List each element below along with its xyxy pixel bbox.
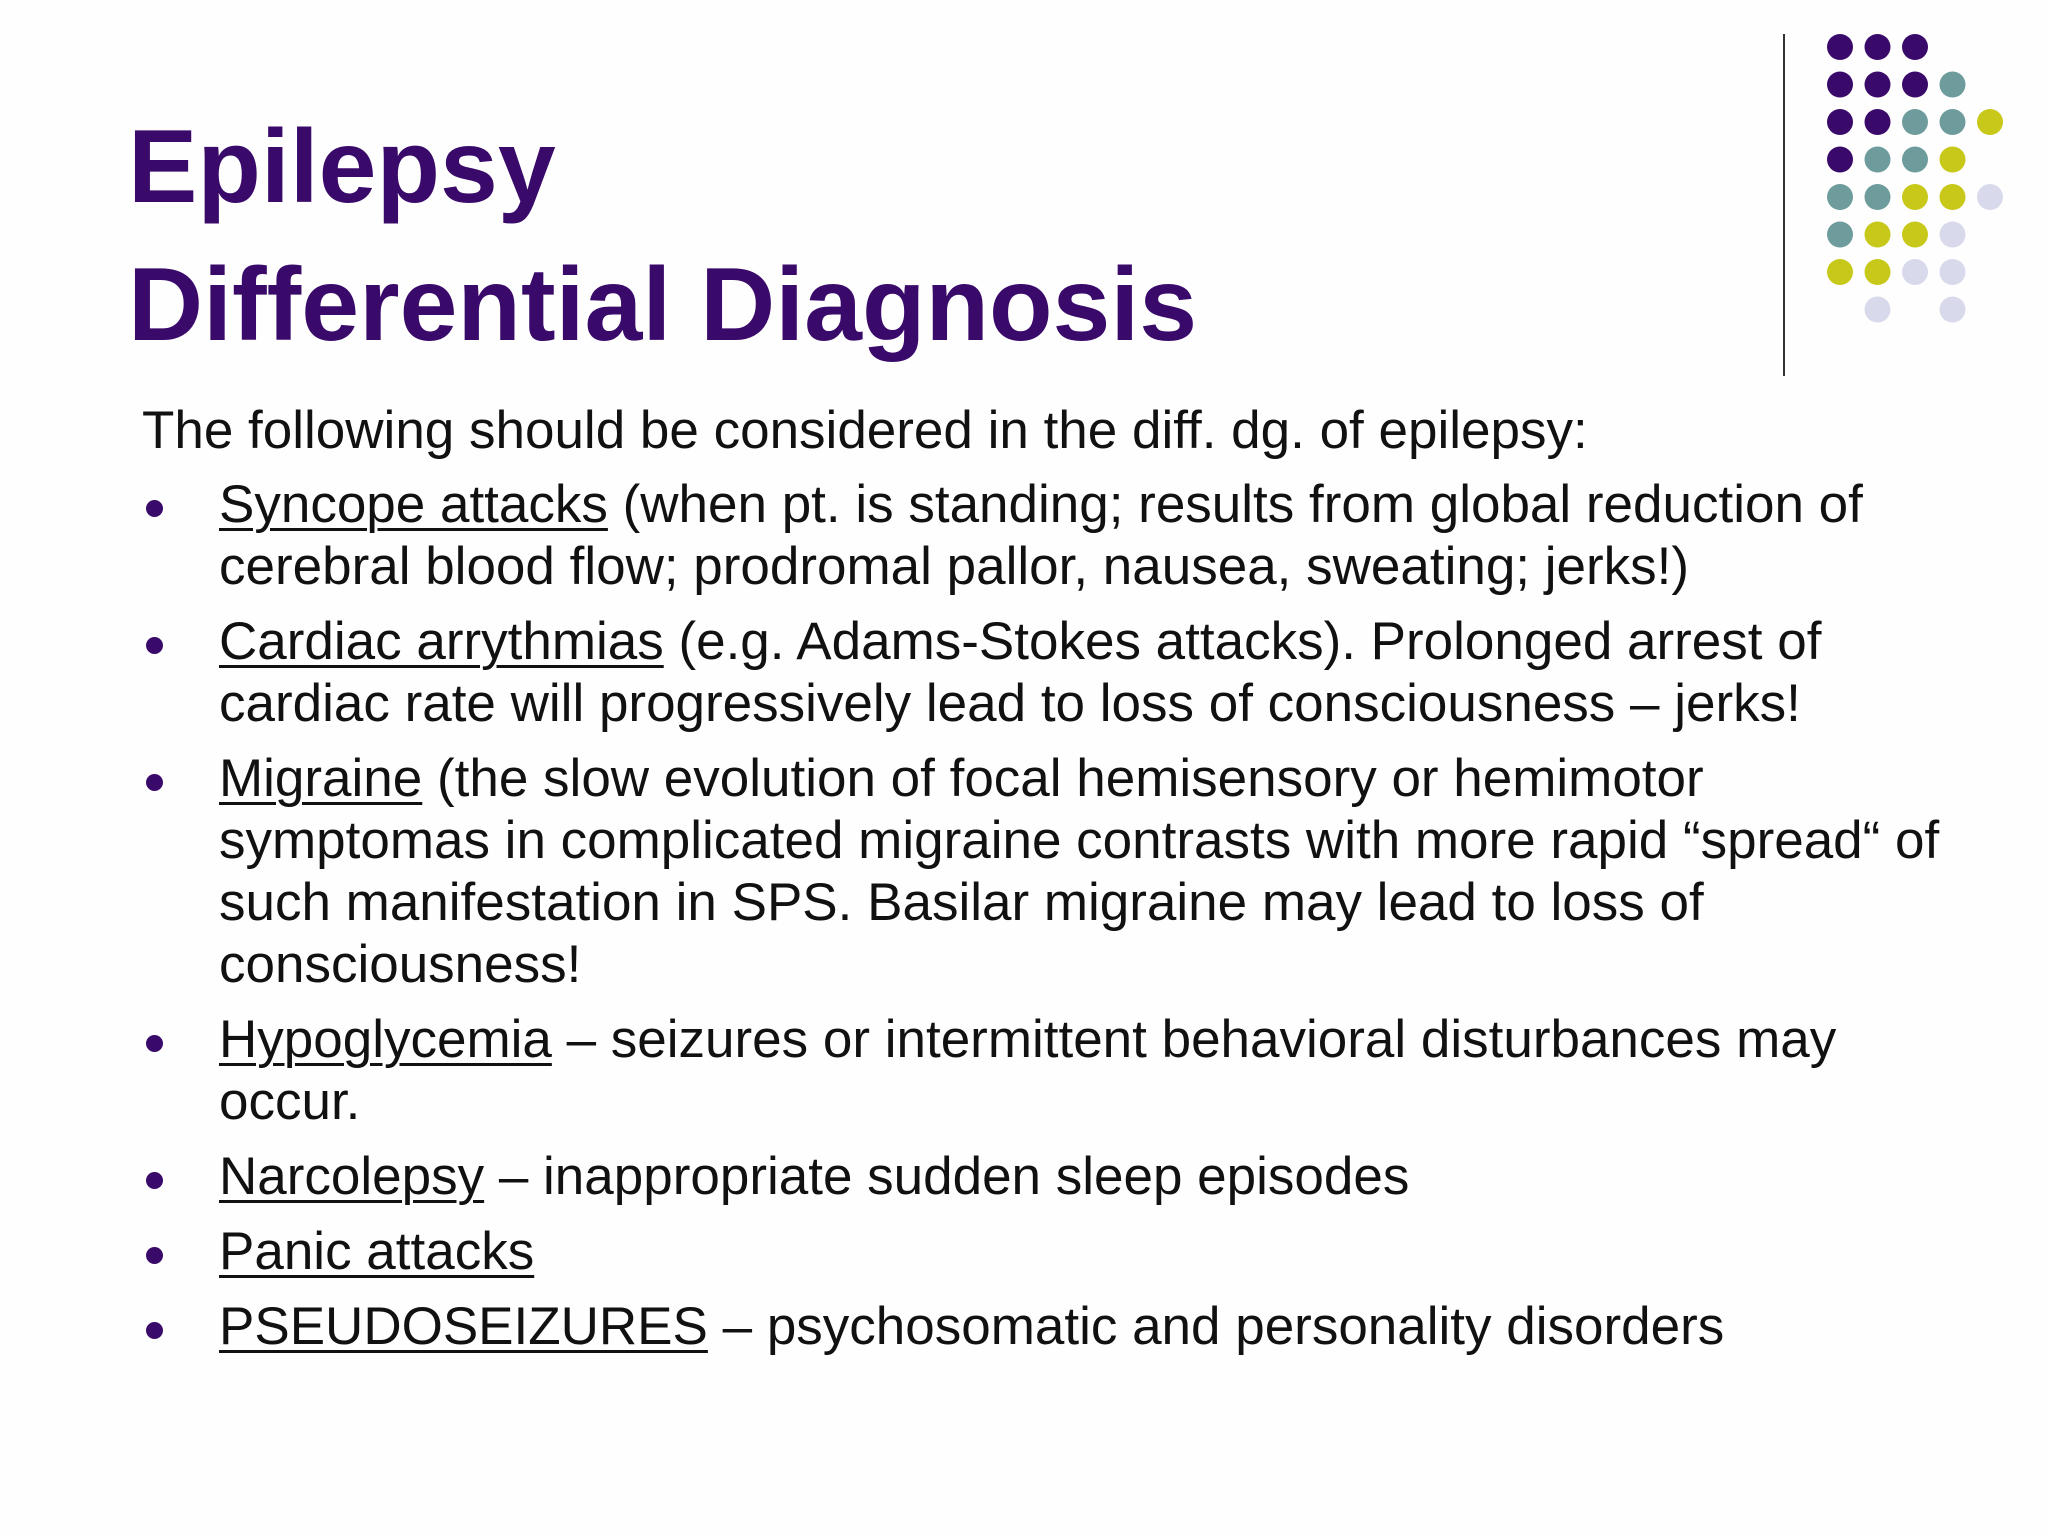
list-item-text: (when pt. is standing; results from global reduction of cerebral blood flow; prodromal pallor, nausea, sweating; jerks!)	[219, 475, 1863, 596]
decorative-dot	[1865, 184, 1891, 210]
bullet-icon	[146, 1172, 163, 1189]
list-item	[142, 1221, 1962, 1283]
bullet-icon	[146, 1035, 163, 1052]
decorative-dot	[1865, 222, 1891, 248]
list-item	[142, 1296, 1962, 1358]
decorative-dot	[1865, 147, 1891, 173]
decorative-dot	[1940, 109, 1966, 135]
slide-body	[142, 400, 1962, 1371]
decorative-dot	[1902, 72, 1928, 98]
slide-title	[128, 98, 1197, 374]
diagnosis-list	[142, 474, 1962, 1358]
bullet-icon	[146, 774, 163, 791]
bullet-icon	[146, 637, 163, 654]
list-item	[142, 1146, 1962, 1208]
list-item-term: Hypoglycemia	[219, 1010, 552, 1069]
decorative-dot	[1827, 147, 1853, 173]
decorative-dot	[1940, 297, 1966, 323]
decorative-dot	[1865, 72, 1891, 98]
decorative-dot	[1940, 222, 1966, 248]
bullet-icon	[146, 500, 163, 517]
decorative-dot	[1902, 184, 1928, 210]
decorative-dot	[1827, 72, 1853, 98]
list-item-term: Cardiac arrythmias	[219, 612, 664, 671]
list-item-term: Syncope attacks	[219, 475, 608, 534]
list-item	[142, 474, 1962, 598]
list-item-term: Narcolepsy	[219, 1147, 485, 1206]
list-item-text: – inappropriate sudden sleep episodes	[484, 1147, 1410, 1206]
slide-title-line-1: Epilepsy	[128, 109, 556, 225]
decorative-dot	[1902, 34, 1928, 60]
list-item-term: PSEUDOSEIZURES	[219, 1297, 708, 1356]
list-item-text: (the slow evolution of focal hemisensory or hemimotor symptomas in complicated migraine contrasts with more rapid “spread“ of such manifestation in SPS. Basilar migraine may lead to loss of consciousness!	[219, 749, 1940, 994]
decorative-dot	[1827, 109, 1853, 135]
decorative-dot	[1902, 109, 1928, 135]
decorative-dot	[1940, 147, 1966, 173]
bullet-icon	[146, 1247, 163, 1264]
decorative-dot	[1827, 222, 1853, 248]
list-item	[142, 748, 1962, 996]
list-item-term: Panic attacks	[219, 1222, 535, 1281]
decorative-dot	[1865, 109, 1891, 135]
decorative-dot	[1902, 259, 1928, 285]
decorative-dot	[1902, 222, 1928, 248]
decorative-dot	[1940, 72, 1966, 98]
vertical-divider	[1783, 34, 1785, 376]
intro-text: The following should be considered in the diff. dg. of epilepsy:	[142, 401, 1588, 460]
decorative-dot	[1940, 184, 1966, 210]
decorative-dot	[1977, 184, 2003, 210]
list-item-term: Migraine	[219, 749, 423, 808]
slide-title-line-2: Differential Diagnosis	[128, 247, 1198, 363]
list-item	[142, 611, 1962, 735]
decorative-dot	[1977, 109, 2003, 135]
decorative-dot	[1827, 259, 1853, 285]
decorative-dot	[1940, 259, 1966, 285]
decorative-dot	[1865, 34, 1891, 60]
decorative-dot	[1827, 184, 1853, 210]
decorative-dot	[1865, 259, 1891, 285]
list-item-text: (e.g. Adams-Stokes attacks). Prolonged arrest of cardiac rate will progressively lead to loss of consciousness – jerks!	[219, 612, 1822, 733]
decorative-dot	[1865, 297, 1891, 323]
bullet-icon	[146, 1322, 163, 1339]
decorative-dot	[1827, 34, 1853, 60]
list-item-text: – seizures or intermittent behavioral disturbances may occur.	[219, 1010, 1837, 1131]
list-item-text: – psychosomatic and personality disorders	[707, 1297, 1725, 1356]
list-item	[142, 1009, 1962, 1133]
decorative-dot	[1902, 147, 1928, 173]
